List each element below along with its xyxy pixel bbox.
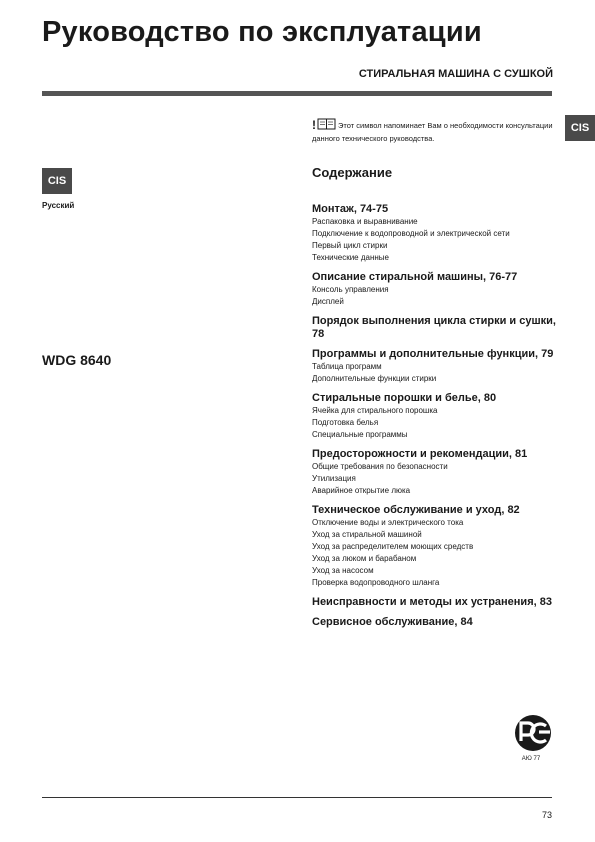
- toc-item: Проверка водопроводного шланга: [312, 578, 440, 587]
- language-code-badge: CIS: [42, 168, 72, 194]
- toc-item: Общие требования по безопасности: [312, 462, 448, 471]
- toc-section: [312, 203, 562, 264]
- top-divider: [42, 91, 552, 96]
- toc-section-title: Описание стиральной машины, 76-77: [312, 271, 518, 283]
- toc-section: [312, 271, 562, 308]
- toc-item: Специальные программы: [312, 430, 408, 439]
- toc-item: Уход за люком и барабаном: [312, 554, 417, 563]
- rst-certification-icon: [508, 711, 558, 761]
- toc-item: Дисплей: [312, 297, 344, 306]
- bottom-divider: [42, 797, 552, 798]
- toc-section-title: Стиральные порошки и белье, 80: [312, 392, 497, 404]
- toc-item: Консоль управления: [312, 285, 389, 294]
- toc-item: Ячейка для стирального порошка: [312, 406, 438, 415]
- certification-code: АЮ 77: [521, 756, 541, 762]
- toc-item: Распаковка и выравнивание: [312, 217, 418, 226]
- toc-item: Подключение к водопроводной и электрической сети: [312, 229, 510, 238]
- page-subtitle: СТИРАЛЬНАЯ МАШИНА С СУШКОЙ: [358, 68, 553, 80]
- toc-section-title: Монтаж, 74-75: [312, 203, 389, 215]
- toc-section-title: Сервисное обслуживание, 84: [312, 616, 473, 628]
- svg-text:!: !: [312, 118, 316, 130]
- toc-item: Аварийное открытие люка: [312, 486, 411, 495]
- toc-section-title: Порядок выполнения цикла стирки и сушки, 78: [312, 315, 556, 340]
- toc-item: Подготовка белья: [312, 418, 379, 427]
- table-of-contents: [312, 203, 562, 636]
- toc-item: Таблица программ: [312, 362, 382, 371]
- toc-item: Первый цикл стирки: [312, 241, 388, 250]
- toc-heading: Содержание: [312, 165, 393, 180]
- toc-item: Дополнительные функции стирки: [312, 374, 437, 383]
- toc-section: [312, 348, 562, 385]
- language-label: Русский: [42, 201, 75, 210]
- toc-section: [312, 616, 562, 629]
- toc-section: [312, 448, 562, 497]
- toc-section-title: Предосторожности и рекомендации, 81: [312, 448, 528, 460]
- toc-item: Технические данные: [312, 253, 390, 262]
- toc-item: Утилизация: [312, 474, 356, 483]
- notice-text: Этот символ напоминает Вам о необходимости консультации данного технического руководства.: [312, 121, 553, 143]
- manual-notice: [312, 118, 562, 145]
- toc-section-title: Техническое обслуживание и уход, 82: [312, 504, 520, 516]
- book-warning-icon: [312, 118, 336, 130]
- model-name: WDG 8640: [42, 352, 112, 368]
- toc-item: Уход за распределителем моющих средств: [312, 542, 474, 551]
- toc-section: [312, 392, 562, 441]
- toc-item: Уход за стиральной машиной: [312, 530, 422, 539]
- toc-item: Отключение воды и электрического тока: [312, 518, 464, 527]
- toc-section-title: Программы и дополнительные функции, 79: [312, 348, 554, 360]
- page-number: 73: [541, 810, 552, 820]
- side-tab-cis: CIS: [565, 115, 595, 141]
- toc-section: [312, 315, 562, 341]
- page-title: Руководство по эксплуатации: [42, 16, 482, 48]
- toc-section: [312, 504, 562, 589]
- toc-item: Уход за насосом: [312, 566, 374, 575]
- toc-section: [312, 596, 562, 609]
- toc-section-title: Неисправности и методы их устранения, 83: [312, 596, 552, 608]
